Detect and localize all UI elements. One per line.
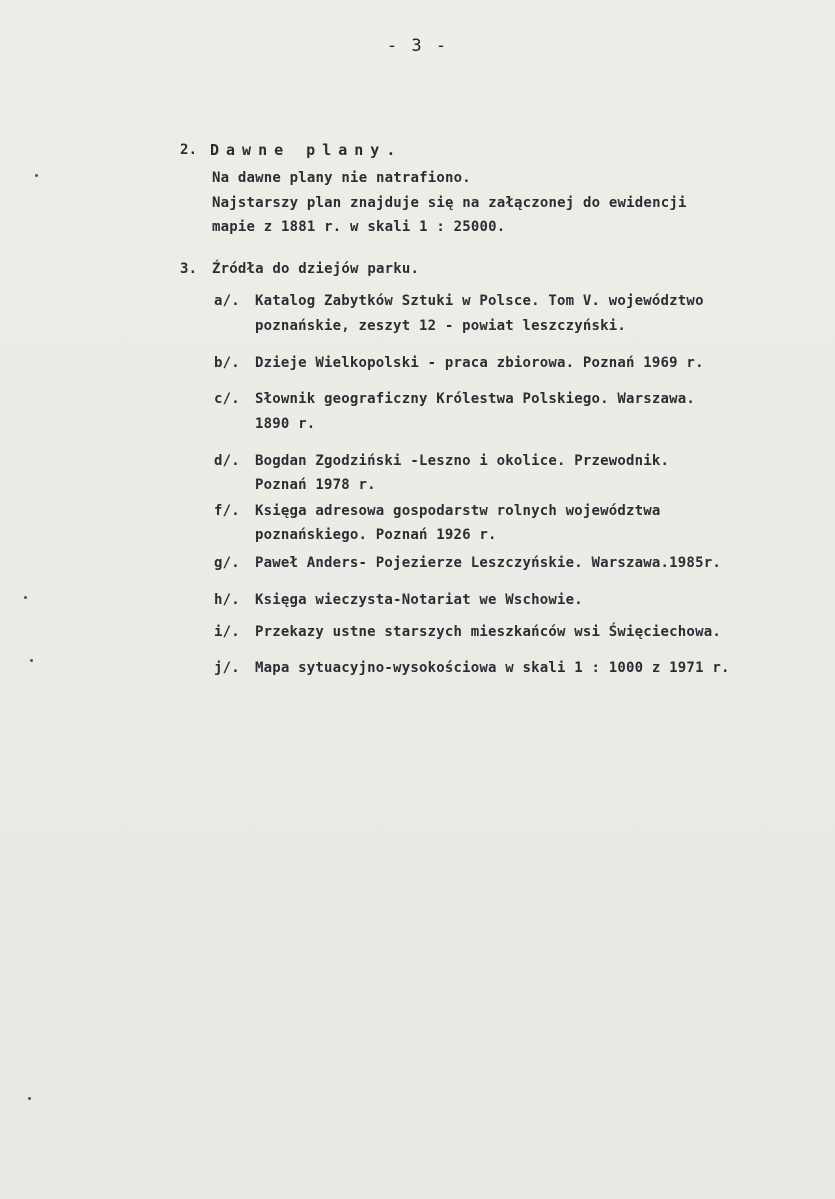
source-letter: f/. [214,503,240,519]
source-line: Słownik geograficzny Królestwa Polskiego. Warszawa. [255,391,696,407]
source-line: Katalog Zabytków Sztuki w Polsce. Tom V. województwo [255,293,704,309]
section-3-title: Źródła do dziejów parku. [212,261,420,277]
source-line: Bogdan Zgodziński -Leszno i okolice. Przewodnik. [255,453,670,469]
source-letter: c/. [214,391,240,407]
section-2-line: Najstarszy plan znajduje się na załączonej do ewidencji [212,195,687,211]
section-2-line: Na dawne plany nie natrafiono. [212,170,471,186]
source-line: Mapa sytuacyjno-wysokościowa w skali 1 : 1000 z 1971 r. [255,660,730,676]
source-letter: a/. [214,293,240,309]
source-letter: i/. [214,624,240,640]
margin-mark [28,1097,31,1100]
page-number: - 3 - [386,36,449,56]
source-line: Księga wieczysta-Notariat we Wschowie. [255,592,583,608]
margin-mark [35,174,38,177]
source-line: 1890 r. [255,416,316,432]
source-line: Księga adresowa gospodarstw rolnych województwa [255,503,661,519]
section-2-title: Dawne plany. [210,141,403,159]
source-line: poznańskie, zeszyt 12 - powiat leszczyński. [255,318,627,334]
source-letter: d/. [214,453,240,469]
source-line: Paweł Anders- Pojezierze Leszczyńskie. Warszawa.1985r. [255,555,721,571]
source-line: Przekazy ustne starszych mieszkańców wsi Święciechowa. [255,624,721,640]
source-line: Dzieje Wielkopolski - praca zbiorowa. Poznań 1969 r. [255,355,704,371]
section-2-line: mapie z 1881 r. w skali 1 : 25000. [212,219,506,235]
margin-mark [24,596,27,599]
section-3-number: 3. [180,261,198,277]
source-letter: h/. [214,592,240,608]
source-letter: g/. [214,555,240,571]
margin-mark [30,659,33,662]
source-letter: b/. [214,355,240,371]
source-letter: j/. [214,660,240,676]
source-line: Poznań 1978 r. [255,477,376,493]
section-2-number: 2. [180,142,198,158]
source-line: poznańskiego. Poznań 1926 r. [255,527,497,543]
